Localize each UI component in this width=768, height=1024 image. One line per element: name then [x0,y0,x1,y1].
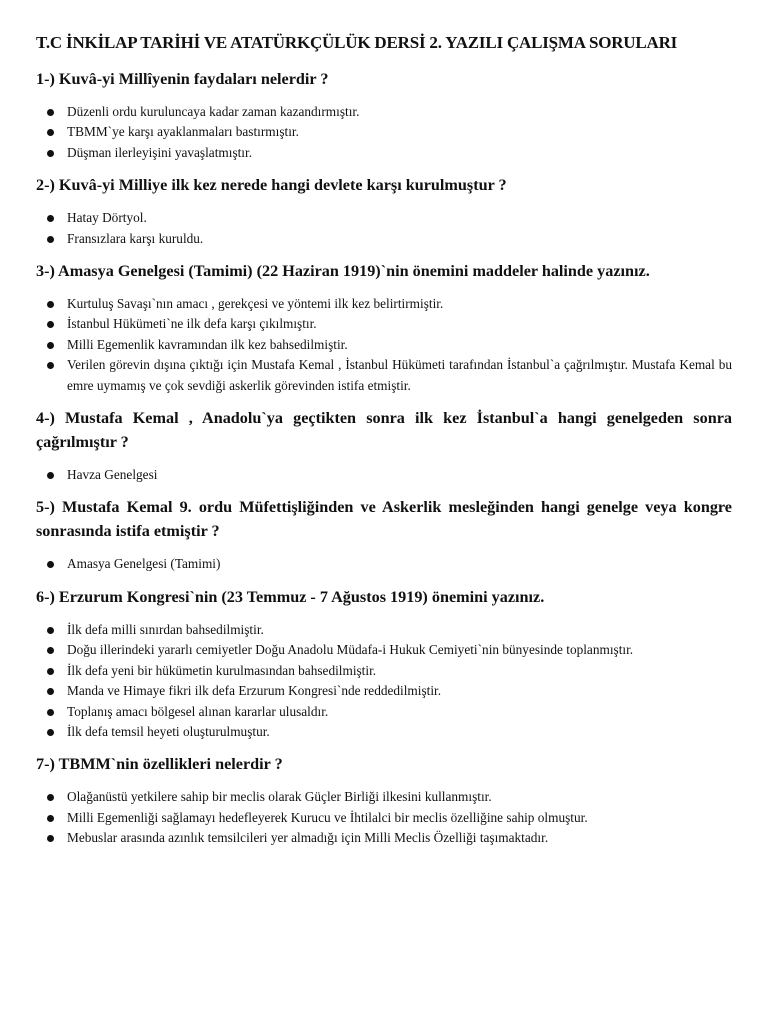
bullet-icon [47,729,54,736]
list-item: Olağanüstü yetkilere sahip bir meclis olarak Güçler Birliği ilkesini kullanmıştır. [67,787,732,807]
list-item: Doğu illerindeki yararlı cemiyetler Doğu Anadolu Müdafa-i Hukuk Cemiyeti`nin bünyesinde toplanmıştır. [67,640,732,660]
question-block-1 [36,67,732,163]
list-item: Manda ve Himaye fikri ilk defa Erzurum Kongresi`nde reddedilmiştir. [67,681,732,701]
bullet-icon [47,236,54,243]
list-item: İlk defa yeni bir hükümetin kurulmasından bahsedilmiştir. [67,661,732,681]
list-item: İlk defa temsil heyeti oluşturulmuştur. [67,722,732,742]
bullet-icon [47,794,54,801]
question-block-3 [36,259,732,396]
bullet-icon [47,709,54,716]
list-item: İstanbul Hükümeti`ne ilk defa karşı çıkılmıştır. [67,314,732,334]
list-item: Verilen görevin dışına çıktığı için Mustafa Kemal , İstanbul Hükümeti tarafından İstanbul`a çağrılmıştır. Mustafa Kemal bu emre uymamış ve çok sevdiği askerlik görevinden istifa etmiştir. [67,355,732,396]
question-1: 1-) Kuvâ-yi Millîyenin faydaları nelerdir ? [36,70,329,88]
bullet-icon [47,627,54,634]
question-7: 7-) TBMM`nin özellikleri nelerdir ? [36,755,283,774]
question-2: 2-) Kuvâ-yi Milliye ilk kez nerede hangi devlete karşı kurulmuştur ? [36,176,507,195]
list-item: Kurtuluş Savaşı`nın amacı , gerekçesi ve yöntemi ilk kez belirtirmiştir. [67,294,732,314]
question-block-5 [36,495,732,574]
bullet-icon [47,129,54,136]
bullet-icon [47,321,54,328]
list-item: TBMM`ye karşı ayaklanmaları bastırmıştır. [67,122,732,142]
bullet-icon [47,668,54,675]
question-block-6 [36,585,732,742]
bullet-icon [47,150,54,157]
list-item: Milli Egemenlik kavramından ilk kez bahsedilmiştir. [67,335,732,355]
bullet-icon [47,647,54,654]
list-item: Amasya Genelgesi (Tamimi) [67,554,732,574]
question-5: 5-) Mustafa Kemal 9. ordu Müfettişliğinden ve Askerlik mesleğinden hangi genelge veya kongre sonrasında istifa etmiştir ? [36,498,732,541]
list-item: Toplanış amacı bölgesel alınan kararlar ulusaldır. [67,702,732,722]
question-block-2 [36,173,732,249]
answer-list-7 [36,787,732,848]
bullet-icon [47,362,54,369]
question-block-4 [36,406,732,485]
bullet-icon [47,835,54,842]
answer-list-4 [36,465,732,485]
answer-list-2 [36,208,732,249]
question-6: 6-) Erzurum Kongresi`nin (23 Temmuz - 7 Ağustos 1919) önemini yazınız. [36,587,545,606]
list-item: Fransızlara karşı kuruldu. [67,229,732,249]
list-item: Milli Egemenliği sağlamayı hedefleyerek Kurucu ve İhtilalci bir meclis özelliğine sahip olmuştur. [67,808,732,828]
bullet-icon [47,472,54,479]
list-item: Düzenli ordu kuruluncaya kadar zaman kazandırmıştır. [67,102,732,122]
question-4: 4-) Mustafa Kemal , Anadolu`ya geçtikten sonra ilk kez İstanbul`a hangi genelgeden sonra çağrılmıştır ? [36,409,732,452]
bullet-icon [47,301,54,308]
answer-list-1 [36,102,732,163]
question-block-7 [36,752,732,848]
bullet-icon [47,215,54,222]
list-item: Havza Genelgesi [67,465,732,485]
answer-list-3 [36,294,732,396]
bullet-icon [47,561,54,568]
bullet-icon [47,109,54,116]
list-item: İlk defa milli sınırdan bahsedilmiştir. [67,620,732,640]
answer-list-6 [36,620,732,742]
list-item: Mebuslar arasında azınlık temsilcileri yer almadığı için Milli Meclis Özelliği taşımaktadır. [67,828,732,848]
question-3: 3-) Amasya Genelgesi (Tamimi) (22 Haziran 1919)`nin önemini maddeler halinde yazınız. [36,262,650,281]
bullet-icon [47,815,54,822]
list-item: Hatay Dörtyol. [67,208,732,228]
bullet-icon [47,342,54,349]
answer-list-5 [36,554,732,574]
list-item: Düşman ilerleyişini yavaşlatmıştır. [67,143,732,163]
bullet-icon [47,688,54,695]
document-title: T.C İNKİLAP TARİHİ VE ATATÜRKÇÜLÜK DERSİ 2. YAZILI ÇALIŞMA SORULARI [36,33,678,52]
